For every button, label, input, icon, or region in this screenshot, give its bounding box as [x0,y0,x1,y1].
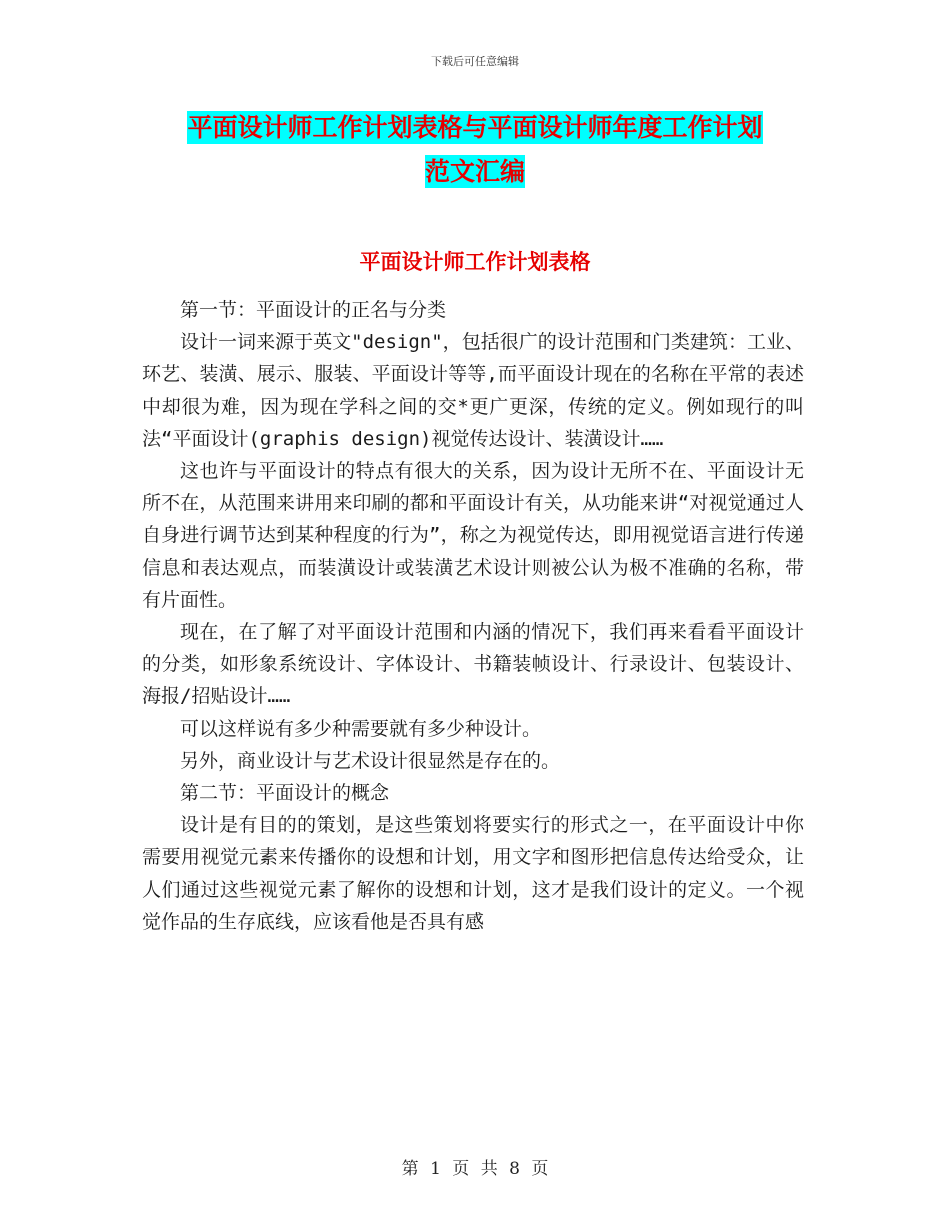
paragraph: 第一节：平面设计的正名与分类 [180,299,447,321]
document-title-line1: 平面设计师工作计划表格与平面设计师年度工作计划 [187,113,763,142]
section-title: 平面设计师工作计划表格 [359,250,591,274]
paragraph: 设计是有目的的策划，是这些策划将要实行的形式之一，在平面设计中你需要用视觉元素来传播你的设想和计划，用文字和图形把信息传达给受众，让人们通过这些视觉元素了解你的设想和计划，这才是我们设计的定义。一个视觉作品的生存底线，应该看他是否具有感 [142,814,804,933]
document-title [140,106,810,194]
page-footer-indicator: 第 1 页 共 8 页 [401,1159,549,1179]
page-header-note: 下载后可任意编辑 [431,55,519,68]
paragraph: 现在，在了解了对平面设计范围和内涵的情况下，我们再来看看平面设计的分类，如形象系统设计、字体设计、书籍装帧设计、行录设计、包装设计、海报/招贴设计…… [142,621,804,708]
paragraph: 另外，商业设计与艺术设计很显然是存在的。 [180,749,561,772]
paragraph: 设计一词来源于英文"design"，包括很广的设计范围和门类建筑：工业、环艺、装潢、展示、服装、平面设计等等,而平面设计现在的名称在平常的表述中却很为难，因为现在学科之间的交*更广更深，传统的定义。例如现行的叫法“平面设计(graphis design)视觉传达设计、装潢设计…… [142,331,804,450]
paragraph: 可以这样说有多少种需要就有多少种设计。 [180,717,542,740]
document-title-line2: 范文汇编 [424,157,525,186]
paragraph: 第二节：平面设计的概念 [180,782,390,805]
document-body [142,294,804,938]
paragraph: 这也许与平面设计的特点有很大的关系，因为设计无所不在、平面设计无所不在，从范围来讲用来印刷的都和平面设计有关，从功能来讲“对视觉通过人自身进行调节达到某种程度的行为”，称之为视觉传达，即用视觉语言进行传递信息和表达观点，而装潢设计或装潢艺术设计则被公认为极不准确的名称，带有片面性。 [142,460,804,611]
